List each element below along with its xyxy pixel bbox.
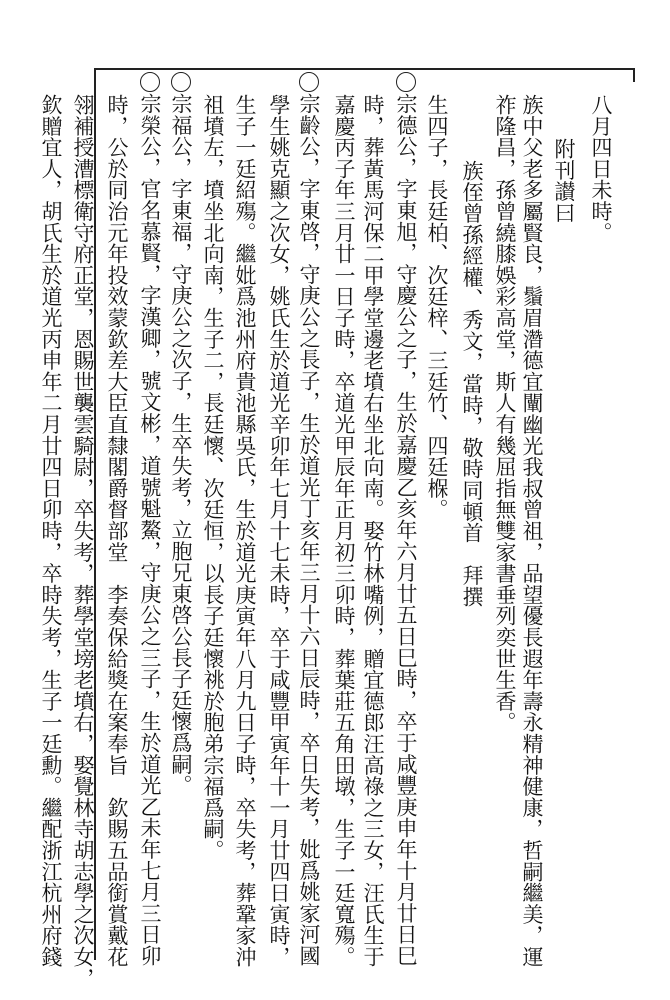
column-text: 族侄曾孫經權、秀文，當時，敬時同頓首 拜撰 — [460, 160, 484, 608]
text-column-13 — [202, 94, 224, 861]
text-column-2 — [553, 138, 575, 223]
column-text: 附刊讃曰 — [552, 138, 576, 224]
text-column-6 — [426, 94, 448, 520]
text-column-1 — [590, 94, 612, 243]
circle-mark-icon — [396, 72, 416, 92]
circle-mark-icon — [299, 72, 319, 92]
column-text: 生子一廷紹殤。繼妣爲池州府貴池縣吳氏，生於道光庚寅年八月九日子時，卒失考，葬鞏家沖 — [233, 94, 257, 968]
column-text: 宗齡公，字東啓，守庚公之長子，生於道光丁亥年三月十六日辰時，卒日失考，妣爲姚家河國 — [297, 93, 321, 967]
column-text: 祚隆昌，孫曾繞膝娛彩高堂，斯人有幾屈指無雙家書垂列奕世生香。 — [493, 94, 517, 733]
text-column-7 — [395, 72, 417, 966]
column-text: 生四子，長廷柏、次廷梓、三廷竹、四廷椺。 — [425, 94, 449, 520]
column-text: 時，葬黃馬河保二甲學堂邊老墳右坐北向南。娶竹林嘴例，贈宜德郎汪高祿之三女，汪氏生于 — [361, 94, 385, 968]
text-column-3 — [521, 94, 543, 967]
column-text: 宗德公，字東旭，守慶公之子，生於嘉慶乙亥年六月廿五日巳時，卒于咸豐庚申年十月廿日巳 — [394, 93, 418, 967]
text-column-15 — [139, 72, 161, 966]
text-column-18 — [40, 94, 62, 967]
column-text: 嘉慶丙子年三月廿一日子時，卒道光甲辰年正月初三卯時，葬葉莊五角田墩，生子一廷寬殤。 — [332, 94, 356, 968]
text-column-17 — [72, 94, 94, 989]
circle-mark-icon — [171, 72, 191, 92]
text-column-11 — [268, 94, 290, 967]
text-column-10 — [298, 72, 320, 966]
column-text: 宗福公，字東福，守庚公之次子，生卒失考，立胞兄東啓公長子廷懷爲嗣。 — [169, 93, 193, 796]
text-column-4 — [494, 94, 516, 733]
column-text: 祖墳左，墳坐北向南，生子二，長廷懷、次廷恒，以長子廷懷祧於胞弟宗福爲嗣。 — [201, 94, 225, 861]
column-text: 翎補授漕標衛守府正堂，恩賜世襲雲騎尉，卒失考，葬學堂塝老墳右，娶覺林寺胡志學之次女， — [71, 94, 95, 989]
circle-mark-icon — [140, 72, 160, 92]
column-text: 宗榮公，官名慕賢，字漢卿，號文彬，道號魁鰲，守庚公之三子，生於道光乙未年七月三日卯 — [138, 93, 162, 967]
column-text: 族中父老多屬賢良，鬚眉濳德宜闡幽光我叔曾祖，品望優長遐年壽永精神健康，哲嗣繼美，運 — [520, 94, 544, 968]
page-frame-right-tick — [633, 68, 635, 82]
text-column-12 — [234, 94, 256, 967]
text-column-16 — [106, 94, 128, 967]
column-text: 八月四日未時。 — [589, 94, 613, 244]
text-column-14 — [170, 72, 192, 796]
column-text: 欽贈宜人，胡氏生於道光丙申年二月廿四日卯時，卒時失考，生子一廷勳。繼配浙江杭州府錢 — [39, 94, 63, 968]
page-frame-top-rule — [94, 68, 634, 70]
column-text: 學生姚克顯之次女，姚氏生於道光辛卯年七月十七未時，卒于咸豐甲寅年十一月廿四日寅時， — [267, 94, 291, 968]
text-column-8 — [362, 94, 384, 967]
column-text: 時，公於同治元年投效蒙欽差大臣直隸閣爵督部堂 李奏保給獎在案奉旨 欽賜五品銜賞戴花 — [105, 94, 129, 968]
text-column-9 — [333, 94, 355, 967]
text-column-5 — [461, 160, 483, 607]
